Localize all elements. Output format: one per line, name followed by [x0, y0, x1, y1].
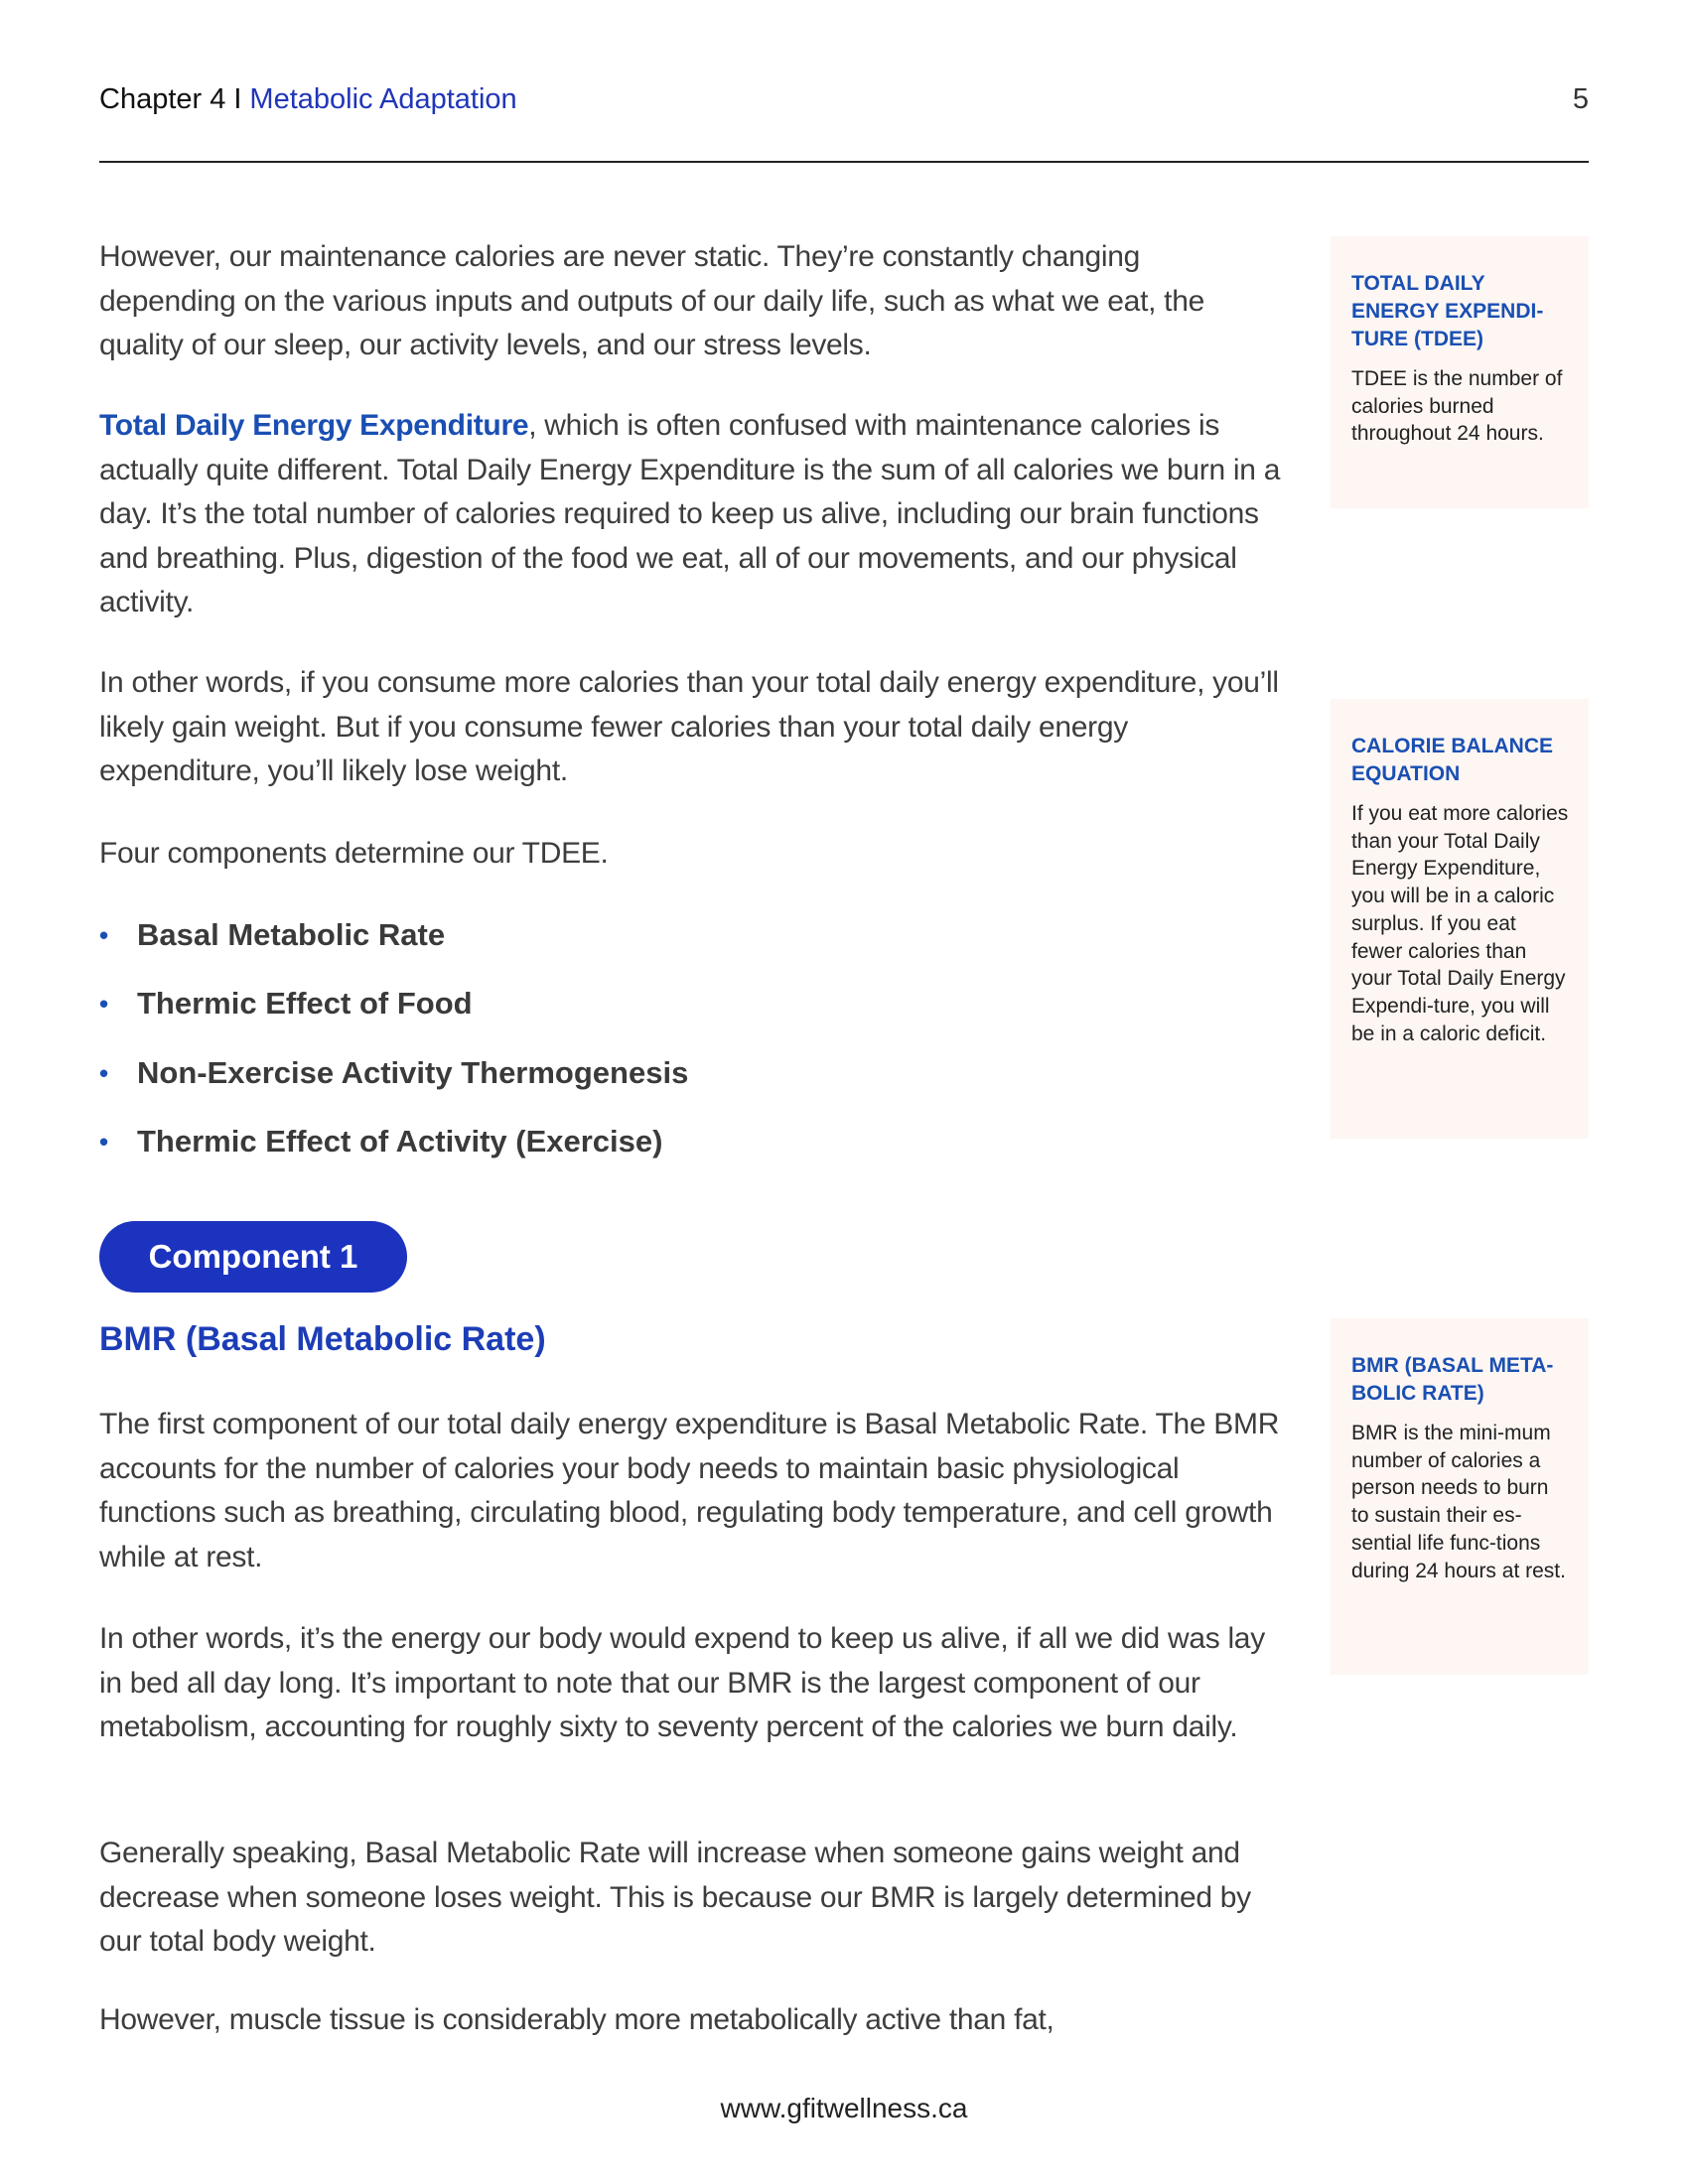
sidebar-box-title: TOTAL DAILY ENERGY EXPENDI-TURE (TDEE): [1351, 272, 1544, 350]
paragraph-7: Generally speaking, Basal Metabolic Rate will increase when someone gains weight and decrease when someone loses weight. This is because our BMR is largely determined by our total body weight.: [99, 1837, 1251, 1958]
list-item-label: Thermic Effect of Food: [137, 986, 473, 1022]
bullet-icon: •: [99, 1057, 109, 1088]
bullet-icon: •: [99, 919, 109, 950]
paragraph-3: In other words, if you consume more calories than your total daily energy expenditure, you’ll likely gain weight. But if you consume fewer calories than your total daily energy expenditure, you’ll likely lose weight.: [99, 666, 1279, 787]
paragraph-2-text: , which is often confused with maintenance calories is actually quite different. Total Daily Energy Expenditure is the sum of all calories we burn in a day. It’s the total number of calories required to keep us alive, including our brain functions and breathing. Plus, digestion of the food we eat, all of our movements, and our physical activity.: [99, 409, 1281, 618]
sidebar-box-body: If you eat more calories than your Total Daily Energy Expenditure, you will be in a caloric surplus. If you eat fewer calories than your Total Daily Energy Expendi-ture, you will be in a caloric deficit.: [1351, 802, 1569, 1045]
sidebar-box-calorie-balance: [1331, 699, 1589, 1139]
header-separator: I: [233, 83, 242, 115]
bullet-icon: •: [99, 989, 109, 1020]
header-divider: [99, 161, 1589, 163]
sidebar-box-body: TDEE is the number of calories burned throughout 24 hours.: [1351, 367, 1563, 446]
component-badge: Component 1: [99, 1221, 407, 1293]
paragraph-6: In other words, it’s the energy our body would expend to keep us alive, if all we did was lay in bed all day long. It’s important to note that our BMR is the largest component of our metabolism, accounting for roughly sixty to seventy percent of the calories we burn daily.: [99, 1622, 1265, 1743]
list-item: [99, 1108, 688, 1177]
page-number: 5: [1572, 83, 1589, 115]
list-item: [99, 970, 688, 1039]
list-item: [99, 1038, 688, 1108]
paragraph-4: Four components determine our TDEE.: [99, 837, 609, 870]
tdee-term: Total Daily Energy Expenditure: [99, 409, 529, 442]
list-item-label: Non-Exercise Activity Thermogenesis: [137, 1054, 689, 1090]
chapter-title: Metabolic Adaptation: [249, 83, 517, 115]
paragraph-5: The first component of our total daily energy expenditure is Basal Metabolic Rate. The BMR accounts for the number of calories your body needs to maintain basic physiological functions such as breathing, circulating blood, regulating body temperature, and cell growth while at rest.: [99, 1408, 1280, 1573]
paragraph-2: [99, 404, 1281, 625]
bullet-icon: •: [99, 1127, 109, 1158]
running-header: [99, 83, 517, 116]
sidebar-box-title: CALORIE BALANCE EQUATION: [1351, 735, 1553, 785]
paragraph-1: However, our maintenance calories are never static. They’re constantly changing depending on the various inputs and outputs of our daily life, such as what we eat, the quality of our sleep, our activity levels, and our stress levels.: [99, 240, 1204, 361]
list-item-label: Thermic Effect of Activity (Exercise): [137, 1124, 663, 1160]
sidebar-box-body: BMR is the mini-mum number of calories a person needs to burn to sustain their es-sential life func-tions during 24 hours at rest.: [1351, 1422, 1566, 1582]
paragraph-8: However, muscle tissue is considerably more metabolically active than fat,: [99, 2003, 1055, 2036]
section-heading: BMR (Basal Metabolic Rate): [99, 1320, 546, 1358]
list-item: [99, 900, 688, 970]
list-item-label: Basal Metabolic Rate: [137, 916, 446, 952]
sidebar-box-bmr: [1331, 1318, 1589, 1675]
tdee-components-list: [99, 900, 688, 1176]
footer-url: www.gfitwellness.ca: [720, 2093, 968, 2123]
sidebar-box-title: BMR (BASAL META-BOLIC RATE): [1351, 1354, 1554, 1405]
chapter-label: Chapter 4: [99, 83, 226, 115]
sidebar-box-tdee: [1331, 236, 1589, 508]
